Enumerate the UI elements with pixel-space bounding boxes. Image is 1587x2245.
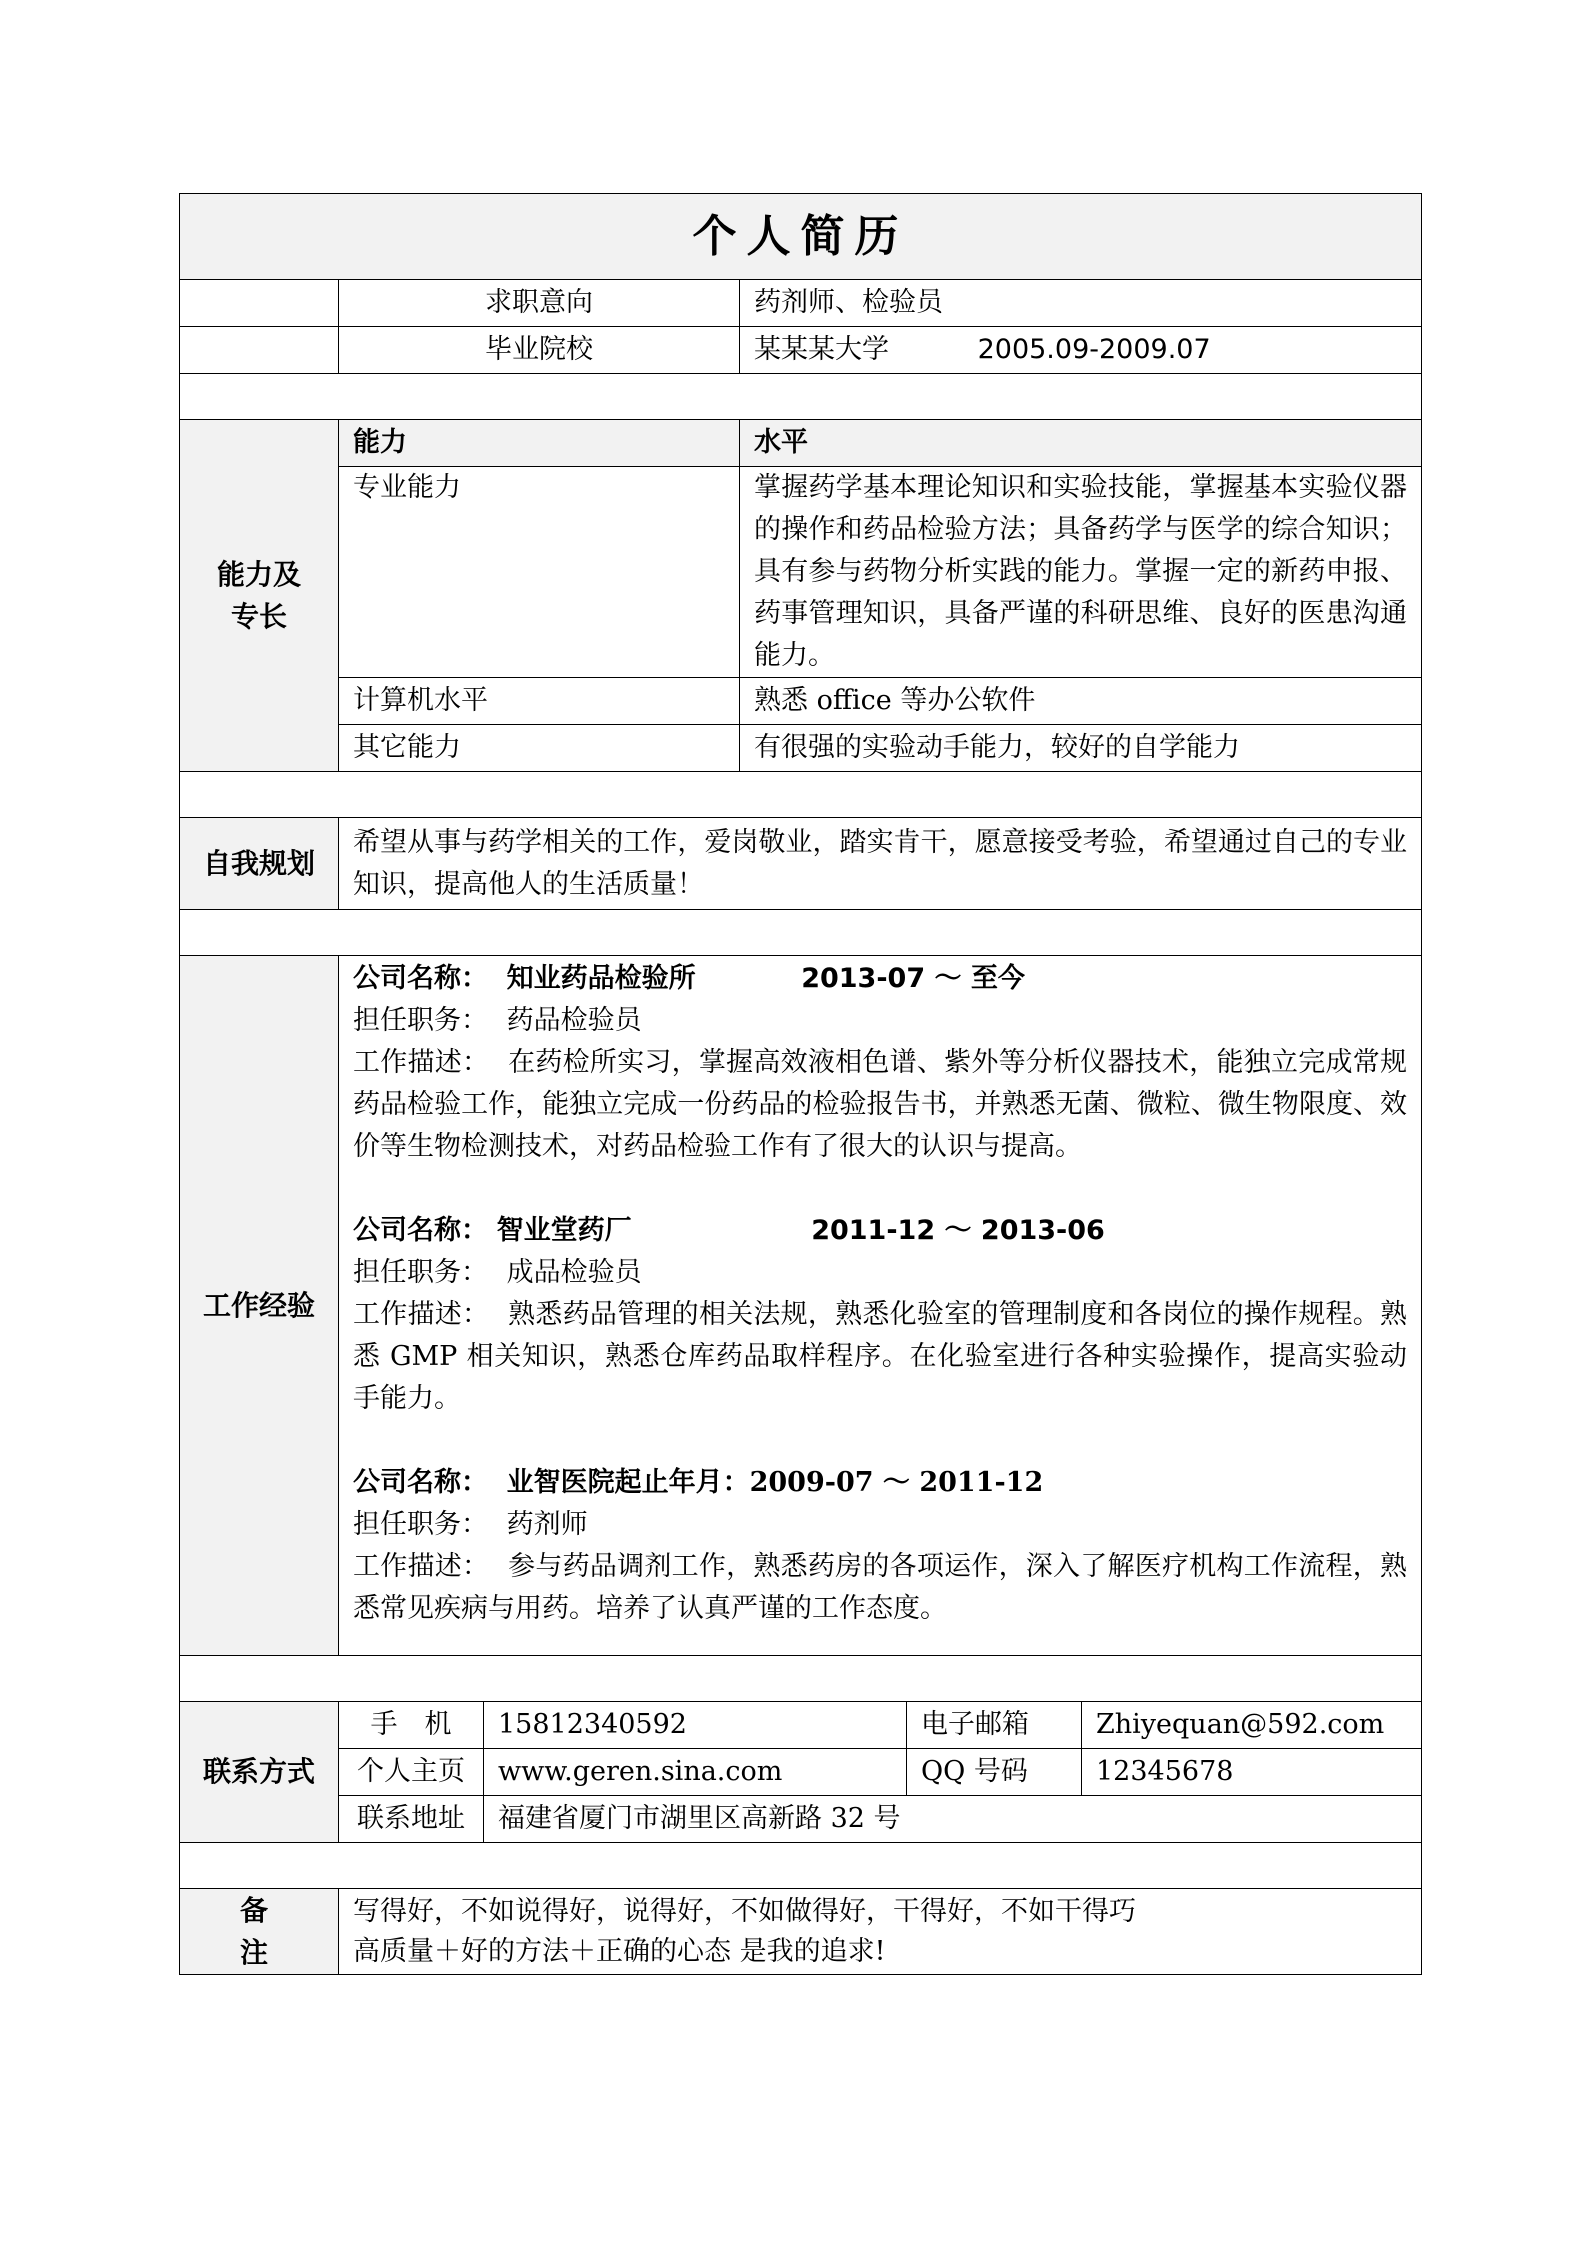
resume-table xyxy=(179,193,1422,1975)
address-value: 福建省厦门市湖里区高新路 32 号 xyxy=(484,1796,1422,1843)
position-value: 药品检验员 xyxy=(506,1005,642,1036)
company-name: 智业堂药厂 xyxy=(496,1215,632,1246)
homepage-label: 个人主页 xyxy=(339,1749,484,1796)
desc-text: 参与药品调剂工作，熟悉药房的各项运作，深入了解医疗机构工作流程，熟悉常见疾病与用药。培养了认真严谨的工作态度。 xyxy=(353,1551,1408,1624)
school-period: 2005.09-2009.07 xyxy=(977,334,1211,365)
job-position xyxy=(353,1000,1407,1042)
desc-text: 熟悉药品管理的相关法规，熟悉化验室的管理制度和各岗位的操作规程。熟悉 GMP 相关知识，熟悉仓库药品取样程序。在化验室进行各种实验操作，提高实验动手能力。 xyxy=(353,1299,1408,1414)
ability-col-header: 能力 xyxy=(339,420,740,467)
desc-label: 工作描述： xyxy=(353,1299,490,1330)
ability-level-computer: 熟悉 office 等办公软件 xyxy=(740,678,1422,725)
position-value: 药剂师 xyxy=(506,1509,588,1540)
email-label: 电子邮箱 xyxy=(907,1702,1082,1749)
spacer-row xyxy=(180,1656,1422,1702)
ability-name-computer: 计算机水平 xyxy=(339,678,740,725)
spacer-row xyxy=(180,374,1422,420)
position-label: 担任职务： xyxy=(353,1257,488,1288)
position-label: 担任职务： xyxy=(353,1005,488,1036)
abilities-label-text: 能力及专长 xyxy=(216,557,301,633)
position-value: 成品检验员 xyxy=(506,1257,642,1288)
company-label: 公司名称： xyxy=(353,1215,488,1246)
school-name: 某某某大学 xyxy=(754,334,889,365)
remarks-line-2: 高质量＋好的方法＋正确的心态 是我的追求! xyxy=(353,1935,886,1967)
intent-value: 药剂师、检验员 xyxy=(740,280,1422,327)
school-value xyxy=(740,327,1422,374)
job-position xyxy=(353,1252,1407,1294)
job-header xyxy=(353,1210,1407,1252)
phone-label: 手 机 xyxy=(339,1702,484,1749)
spacer-row xyxy=(180,772,1422,818)
remarks-section-label: 备注 xyxy=(180,1889,339,1975)
remarks-line-1: 写得好，不如说得好，说得好，不如做得好，干得好，不如干得巧 xyxy=(353,1895,1136,1927)
resume-title: 个人简历 xyxy=(180,194,1422,280)
desc-label: 工作描述： xyxy=(353,1047,490,1078)
company-name: 业智医院起止年月：2009-07 ～ 2011-12 xyxy=(506,1467,1044,1498)
position-label: 担任职务： xyxy=(353,1509,488,1540)
job-spacer xyxy=(353,1168,1407,1210)
qq-label: QQ 号码 xyxy=(907,1749,1082,1796)
company-label: 公司名称： xyxy=(353,963,488,994)
desc-label: 工作描述： xyxy=(353,1551,490,1582)
contact-section-label: 联系方式 xyxy=(180,1702,339,1843)
job-header xyxy=(353,958,1407,1000)
experience-section-label: 工作经验 xyxy=(180,956,339,1656)
company-label: 公司名称： xyxy=(353,1467,488,1498)
homepage-url: www.geren.sina.com xyxy=(498,1756,783,1787)
job-spacer xyxy=(353,1420,1407,1462)
job-position xyxy=(353,1504,1407,1546)
job-date: 2011-12 ～ 2013-06 xyxy=(811,1215,1105,1246)
qq-value: 12345678 xyxy=(1096,1756,1234,1787)
ability-name-professional: 专业能力 xyxy=(339,467,740,678)
email-value: Zhiyequan@592.com xyxy=(1082,1702,1422,1749)
job-entry xyxy=(353,958,1407,1168)
company-name: 知业药品检验所 xyxy=(506,963,696,994)
ability-name-other: 其它能力 xyxy=(339,725,740,772)
remarks-content xyxy=(339,1889,1422,1975)
homepage-value xyxy=(484,1749,907,1796)
address-label: 联系地址 xyxy=(339,1796,484,1843)
job-description xyxy=(353,1294,1407,1420)
job-description xyxy=(353,1042,1407,1168)
ability-level-professional: 掌握药学基本理论知识和实验技能，掌握基本实验仪器的操作和药品检验方法；具备药学与医学的综合知识；具有参与药物分析实践的能力。掌握一定的新药申报、药事管理知识，具备严谨的科研思维、良好的医患沟通能力。 xyxy=(740,467,1422,678)
spacer-row xyxy=(180,1843,1422,1889)
intent-label: 求职意向 xyxy=(339,280,740,327)
level-col-header: 水平 xyxy=(740,420,1422,467)
desc-text: 在药检所实习，掌握高效液相色谱、紫外等分析仪器技术，能独立完成常规药品检验工作，能独立完成一份药品的检验报告书，并熟悉无菌、微粒、微生物限度、效价等生物检测技术，对药品检验工作有了很大的认识与提高。 xyxy=(353,1047,1408,1162)
job-description xyxy=(353,1546,1407,1630)
job-header xyxy=(353,1462,1407,1504)
experience-content xyxy=(339,956,1422,1656)
job-entry xyxy=(353,1210,1407,1420)
job-date: 2013-07 ～ 至今 xyxy=(801,963,1025,994)
qq-cell xyxy=(1082,1749,1422,1796)
abilities-section-label xyxy=(180,420,339,772)
spacer-row xyxy=(180,910,1422,956)
plan-section-label: 自我规划 xyxy=(180,818,339,910)
school-label: 毕业院校 xyxy=(339,327,740,374)
job-entry xyxy=(353,1462,1407,1630)
empty-cell xyxy=(180,280,339,327)
plan-text: 希望从事与药学相关的工作，爱岗敬业，踏实肯干，愿意接受考验，希望通过自己的专业知识，提高他人的生活质量！ xyxy=(339,818,1422,910)
ability-level-other: 有很强的实验动手能力，较好的自学能力 xyxy=(740,725,1422,772)
phone-value: 15812340592 xyxy=(484,1702,907,1749)
empty-cell xyxy=(180,327,339,374)
